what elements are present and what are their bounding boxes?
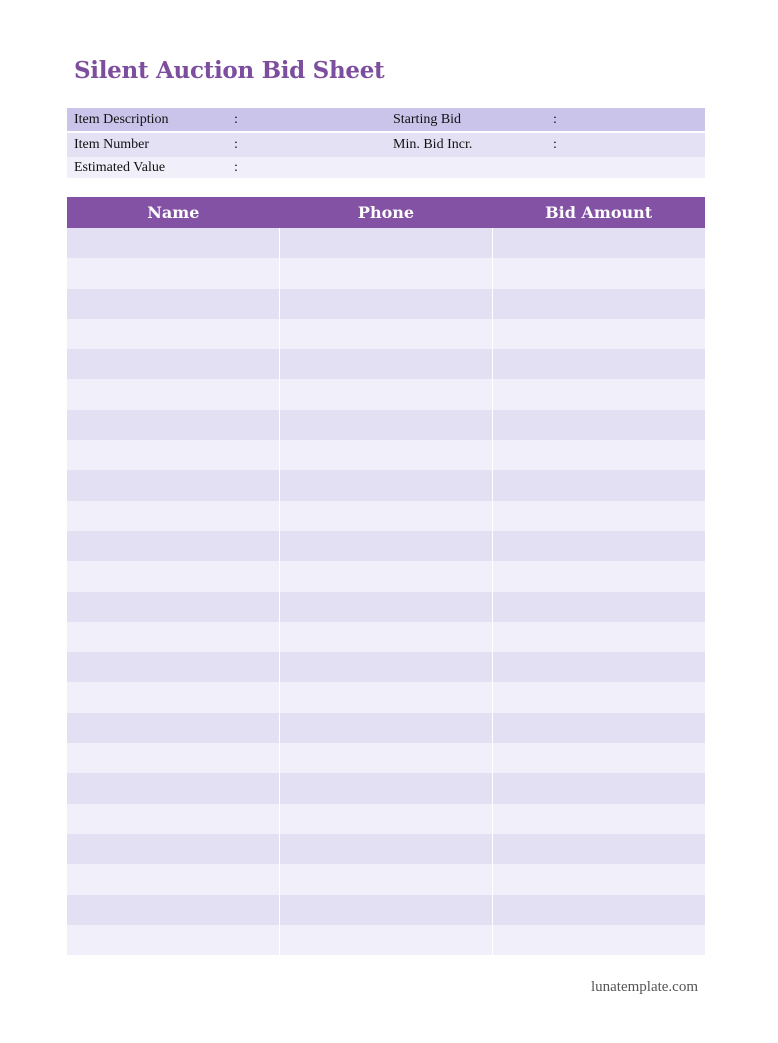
phone-cell[interactable] bbox=[280, 804, 493, 834]
phone-cell[interactable] bbox=[280, 440, 493, 470]
info-row-2 bbox=[67, 133, 705, 157]
phone-cell[interactable] bbox=[280, 228, 493, 258]
phone-cell[interactable] bbox=[280, 319, 493, 349]
bid-amount-cell[interactable] bbox=[493, 713, 705, 743]
bid-amount-cell[interactable] bbox=[493, 440, 705, 470]
name-cell[interactable] bbox=[67, 895, 280, 925]
phone-cell[interactable] bbox=[280, 410, 493, 440]
phone-cell[interactable] bbox=[280, 713, 493, 743]
min-bid-incr-colon: : bbox=[553, 137, 557, 152]
bid-amount-cell[interactable] bbox=[493, 379, 705, 409]
bid-amount-cell[interactable] bbox=[493, 561, 705, 591]
bid-amount-cell[interactable] bbox=[493, 349, 705, 379]
table-row bbox=[67, 319, 705, 349]
name-cell[interactable] bbox=[67, 804, 280, 834]
header-phone: Phone bbox=[357, 203, 415, 222]
table-row bbox=[67, 925, 705, 955]
phone-cell[interactable] bbox=[280, 289, 493, 319]
name-cell[interactable] bbox=[67, 440, 280, 470]
item-info-block bbox=[67, 108, 705, 178]
phone-cell[interactable] bbox=[280, 592, 493, 622]
table-row bbox=[67, 379, 705, 409]
item-description-label: Item Description bbox=[74, 111, 169, 127]
bid-amount-cell[interactable] bbox=[493, 258, 705, 288]
phone-cell[interactable] bbox=[280, 379, 493, 409]
table-row bbox=[67, 440, 705, 470]
name-cell[interactable] bbox=[67, 258, 280, 288]
phone-cell[interactable] bbox=[280, 501, 493, 531]
table-row bbox=[67, 713, 705, 743]
table-row bbox=[67, 864, 705, 894]
name-cell[interactable] bbox=[67, 652, 280, 682]
table-row bbox=[67, 743, 705, 773]
name-cell[interactable] bbox=[67, 622, 280, 652]
name-cell[interactable] bbox=[67, 501, 280, 531]
bid-amount-cell[interactable] bbox=[493, 531, 705, 561]
table-row bbox=[67, 682, 705, 712]
bid-amount-cell[interactable] bbox=[493, 895, 705, 925]
table-row bbox=[67, 561, 705, 591]
phone-cell[interactable] bbox=[280, 743, 493, 773]
name-cell[interactable] bbox=[67, 773, 280, 803]
table-row bbox=[67, 834, 705, 864]
bid-amount-cell[interactable] bbox=[493, 834, 705, 864]
bid-amount-cell[interactable] bbox=[493, 319, 705, 349]
table-row bbox=[67, 289, 705, 319]
bid-amount-cell[interactable] bbox=[493, 652, 705, 682]
min-bid-incr-label: Min. Bid Incr. bbox=[393, 137, 473, 152]
phone-cell[interactable] bbox=[280, 258, 493, 288]
bid-amount-cell[interactable] bbox=[493, 289, 705, 319]
table-row bbox=[67, 592, 705, 622]
phone-cell[interactable] bbox=[280, 834, 493, 864]
bid-amount-cell[interactable] bbox=[493, 501, 705, 531]
info-row-3 bbox=[67, 157, 705, 178]
header-name: Name bbox=[147, 203, 200, 222]
bid-amount-cell[interactable] bbox=[493, 622, 705, 652]
phone-cell[interactable] bbox=[280, 622, 493, 652]
table-row bbox=[67, 531, 705, 561]
bid-amount-cell[interactable] bbox=[493, 743, 705, 773]
table-row bbox=[67, 228, 705, 258]
name-cell[interactable] bbox=[67, 319, 280, 349]
bid-amount-cell[interactable] bbox=[493, 682, 705, 712]
phone-cell[interactable] bbox=[280, 349, 493, 379]
table-row bbox=[67, 804, 705, 834]
table-row bbox=[67, 773, 705, 803]
phone-cell[interactable] bbox=[280, 895, 493, 925]
item-number-label: Item Number bbox=[74, 137, 150, 152]
table-row bbox=[67, 501, 705, 531]
phone-cell[interactable] bbox=[280, 652, 493, 682]
bid-amount-cell[interactable] bbox=[493, 470, 705, 500]
table-row bbox=[67, 258, 705, 288]
name-cell[interactable] bbox=[67, 379, 280, 409]
bid-amount-cell[interactable] bbox=[493, 864, 705, 894]
starting-bid-colon: : bbox=[553, 111, 557, 127]
table-row bbox=[67, 622, 705, 652]
name-cell[interactable] bbox=[67, 592, 280, 622]
name-cell[interactable] bbox=[67, 743, 280, 773]
bid-amount-cell[interactable] bbox=[493, 410, 705, 440]
name-cell[interactable] bbox=[67, 864, 280, 894]
info-row-1 bbox=[67, 108, 705, 131]
bid-table-header bbox=[67, 197, 705, 228]
bid-table bbox=[67, 197, 705, 955]
phone-cell[interactable] bbox=[280, 773, 493, 803]
name-cell[interactable] bbox=[67, 289, 280, 319]
table-row bbox=[67, 470, 705, 500]
table-row bbox=[67, 652, 705, 682]
phone-cell[interactable] bbox=[280, 925, 493, 955]
phone-cell[interactable] bbox=[280, 864, 493, 894]
bid-amount-cell[interactable] bbox=[493, 925, 705, 955]
header-bid-amount: Bid Amount bbox=[545, 203, 653, 222]
starting-bid-label: Starting Bid bbox=[393, 111, 462, 127]
phone-cell[interactable] bbox=[280, 561, 493, 591]
page-title: Silent Auction Bid Sheet bbox=[74, 57, 385, 84]
item-description-colon: : bbox=[234, 111, 238, 127]
table-row bbox=[67, 410, 705, 440]
name-cell[interactable] bbox=[67, 470, 280, 500]
name-cell[interactable] bbox=[67, 349, 280, 379]
phone-cell[interactable] bbox=[280, 682, 493, 712]
bid-amount-cell[interactable] bbox=[493, 804, 705, 834]
name-cell[interactable] bbox=[67, 834, 280, 864]
table-row bbox=[67, 349, 705, 379]
table-row bbox=[67, 895, 705, 925]
bid-table-body bbox=[67, 228, 705, 955]
name-cell[interactable] bbox=[67, 713, 280, 743]
name-cell[interactable] bbox=[67, 228, 280, 258]
phone-cell[interactable] bbox=[280, 470, 493, 500]
name-cell[interactable] bbox=[67, 925, 280, 955]
estimated-value-label: Estimated Value bbox=[74, 159, 166, 175]
phone-cell[interactable] bbox=[280, 531, 493, 561]
footer-site: lunatemplate.com bbox=[590, 979, 698, 995]
name-cell[interactable] bbox=[67, 410, 280, 440]
item-number-colon: : bbox=[234, 137, 238, 152]
bid-amount-cell[interactable] bbox=[493, 773, 705, 803]
name-cell[interactable] bbox=[67, 682, 280, 712]
bid-amount-cell[interactable] bbox=[493, 592, 705, 622]
estimated-value-colon: : bbox=[234, 159, 238, 175]
name-cell[interactable] bbox=[67, 561, 280, 591]
bid-amount-cell[interactable] bbox=[493, 228, 705, 258]
name-cell[interactable] bbox=[67, 531, 280, 561]
